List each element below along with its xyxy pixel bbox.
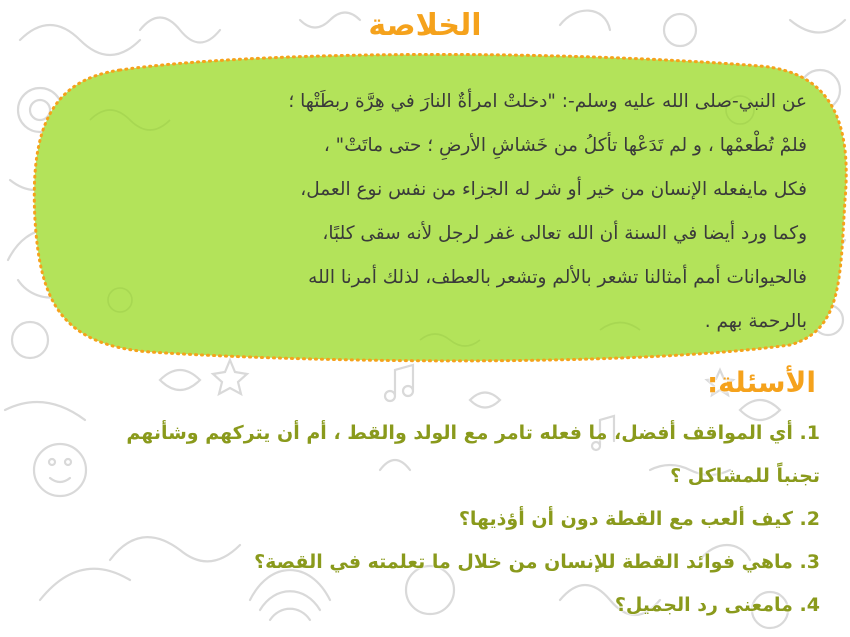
summary-line: وكما ورد أيضا في السنة أن الله تعالى غفر لرجل لأنه سقى كلبًا،: [322, 223, 807, 244]
question-item: 2. كيف ألعب مع القطة دون أن أؤذيها؟: [458, 508, 820, 530]
question-item: تجنباً للمشاكل ؟: [670, 465, 820, 487]
question-item: 3. ماهي فوائد القطة للإنسان من خلال ما تعلمته في القصة؟: [254, 551, 820, 573]
question-item: 4. مامعنى رد الجميل؟: [614, 594, 820, 616]
summary-line: فلمْ تُطْعمْها ، و لم تَدَعْها تأكلُ من خَشاشِ الأرضِ ؛ حتى ماتَتْ" ،: [323, 135, 807, 156]
summary-text: [95, 80, 807, 344]
questions-heading: الأسئلة:: [706, 366, 816, 399]
summary-title: الخلاصة: [368, 8, 482, 43]
summary-line: عن النبي-صلى الله عليه وسلم-: "دخلتْ امرأةٌ النارَ في هِرَّة ربطَتْها ؛: [288, 91, 807, 112]
summary-line: فكل مايفعله الإنسان من خير أو شر له الجزاء من نفس نوع العمل،: [300, 179, 807, 200]
summary-line: بالرحمة بهم .: [704, 311, 807, 332]
questions-list: [30, 412, 820, 627]
question-item: 1. أي المواقف أفضل، ما فعله تامر مع الولد والقط ، أم أن يتركهم وشأنهم: [126, 422, 820, 444]
summary-line: فالحيوانات أمم أمثالنا تشعر بالألم وتشعر بالعطف، لذلك أمرنا الله: [308, 267, 807, 288]
